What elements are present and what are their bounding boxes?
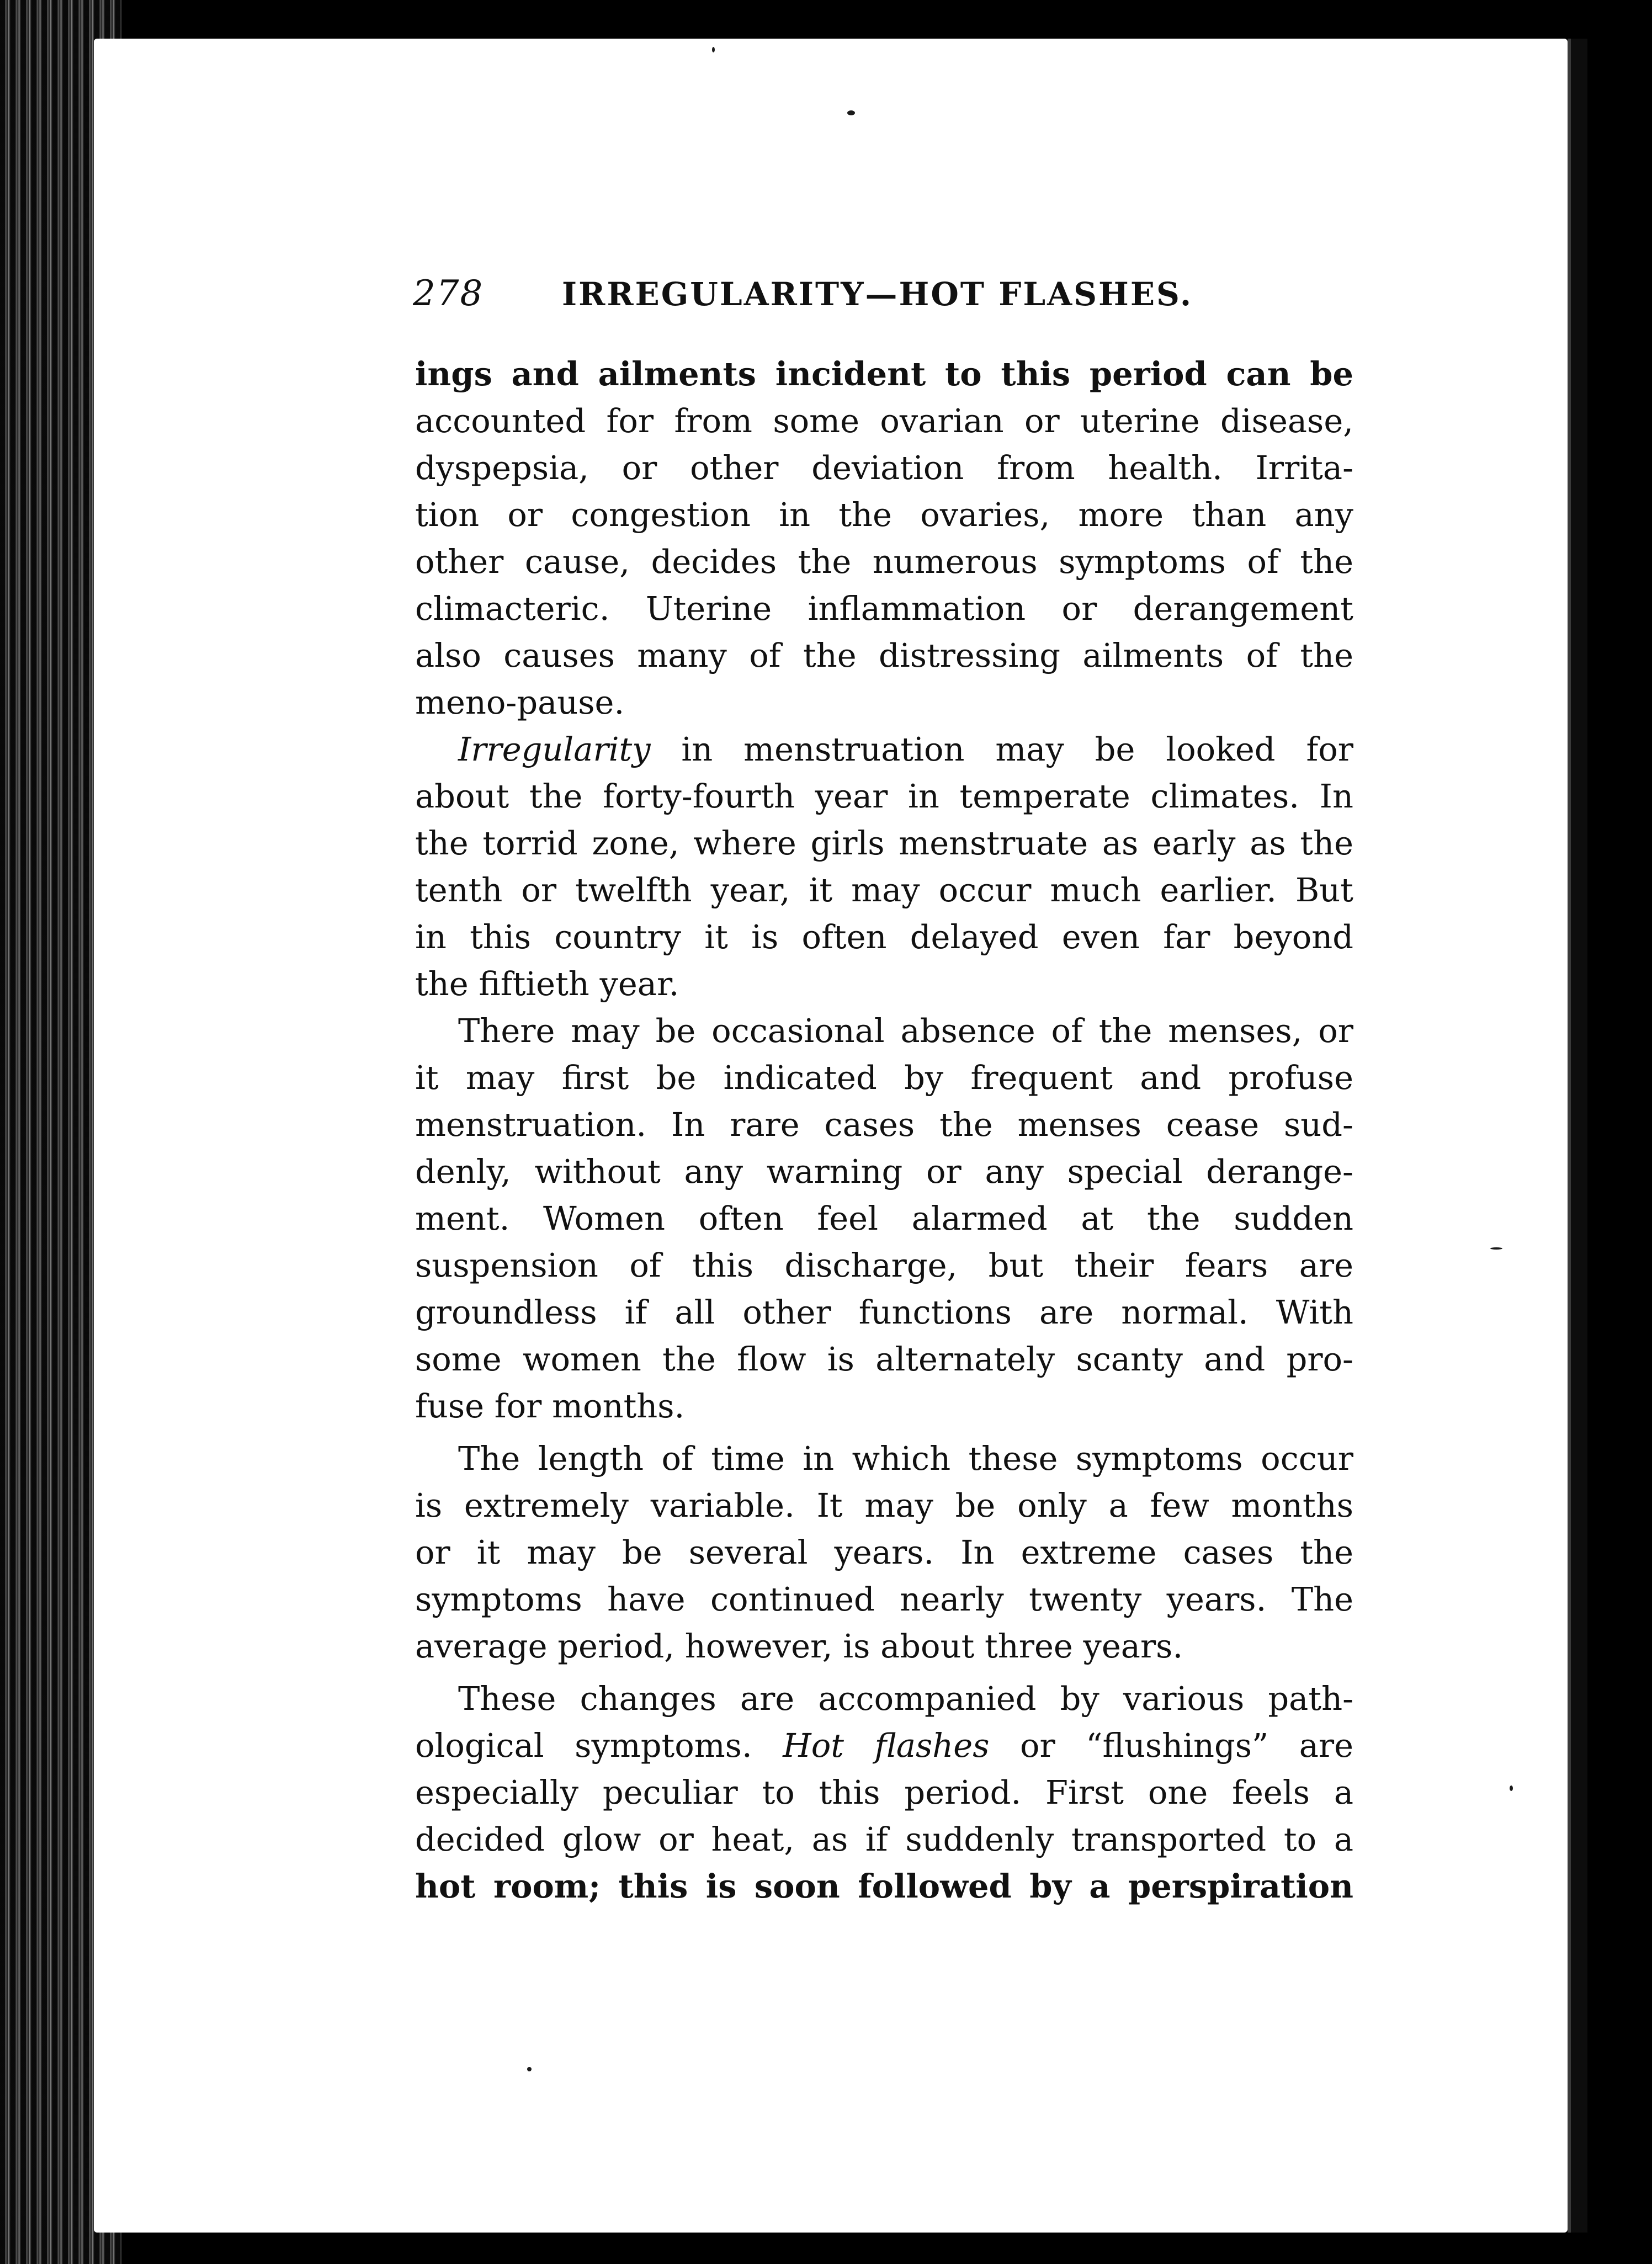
paragraph bbox=[415, 1007, 1353, 1429]
text-line: ment. Women often feel alarmed at the sudden bbox=[415, 1199, 1353, 1237]
paragraph-gap bbox=[415, 1429, 1353, 1435]
scan-speck bbox=[712, 47, 715, 52]
text-line: tion or congestion in the ovaries, more than any bbox=[415, 496, 1353, 534]
text-line: These changes are accompanied by various path- bbox=[458, 1680, 1353, 1718]
text-line: denly, without any warning or any special derange- bbox=[415, 1152, 1353, 1191]
text-line: fuse for months. bbox=[415, 1387, 685, 1425]
text-line: accounted for from some ovarian or uterine disease, bbox=[415, 402, 1353, 440]
text-line: about the forty-fourth year in temperate climates. In bbox=[415, 777, 1353, 815]
text-line: the fiftieth year. bbox=[415, 965, 679, 1003]
text-line: some women the flow is alternately scanty and pro- bbox=[415, 1340, 1353, 1378]
running-head: IRREGULARITY—HOT FLASHES. bbox=[562, 275, 1193, 313]
text-line: groundless if all other functions are normal. With bbox=[415, 1293, 1353, 1331]
text-line: ings and ailments incident to this period can be bbox=[415, 355, 1353, 393]
text-line: other cause, decides the numerous symptoms of the bbox=[415, 543, 1353, 581]
text-line: menstruation. In rare cases the menses cease sud- bbox=[415, 1106, 1353, 1144]
scan-speck bbox=[1510, 1785, 1513, 1791]
body-text bbox=[415, 350, 1353, 1910]
text-line: There may be occasional absence of the menses, or bbox=[458, 1012, 1353, 1050]
text-line: or it may be several years. In extreme cases the bbox=[415, 1533, 1353, 1571]
paragraph bbox=[415, 1675, 1353, 1910]
text-line: the torrid zone, where girls menstruate as early as the bbox=[415, 824, 1353, 862]
italic-term: Irregularity bbox=[458, 730, 651, 768]
text-line: The length of time in which these symptoms occur bbox=[458, 1439, 1353, 1478]
text-line: symptoms have continued nearly twenty years. The bbox=[415, 1580, 1353, 1618]
text-line: Irregularity in menstruation may be looked for bbox=[458, 730, 1353, 768]
text-line: dyspepsia, or other deviation from health. Irrita- bbox=[415, 449, 1353, 487]
text-line: is extremely variable. It may be only a few months bbox=[415, 1486, 1353, 1524]
text-line: hot room; this is soon followed by a perspiration bbox=[415, 1867, 1353, 1905]
text-line: suspension of this discharge, but their fears are bbox=[415, 1246, 1353, 1284]
text-line: especially peculiar to this period. First one feels a bbox=[415, 1773, 1353, 1811]
text-line: in this country it is often delayed even far beyond bbox=[415, 918, 1353, 956]
text-line: average period, however, is about three years. bbox=[415, 1627, 1183, 1665]
paragraph bbox=[415, 350, 1353, 726]
italic-term: Hot flashes bbox=[783, 1726, 990, 1765]
paragraph bbox=[415, 726, 1353, 1007]
text-line: it may first be indicated by frequent and profuse bbox=[415, 1059, 1353, 1097]
scan-speck bbox=[1490, 1247, 1502, 1250]
scan-speck bbox=[527, 2067, 532, 2071]
text-line: ological symptoms. Hot flashes or “flushings” are bbox=[415, 1726, 1354, 1765]
scan-speck bbox=[847, 110, 855, 115]
text-line: meno-pause. bbox=[415, 683, 625, 721]
text-line: tenth or twelfth year, it may occur much earlier. But bbox=[415, 871, 1353, 909]
text-line: also causes many of the distressing ailments of the bbox=[415, 636, 1353, 674]
paragraph bbox=[415, 1435, 1353, 1670]
page-right-edge bbox=[1568, 39, 1587, 2233]
text-line: decided glow or heat, as if suddenly transported to a bbox=[415, 1820, 1353, 1858]
text-line: climacteric. Uterine inflammation or derangement bbox=[415, 589, 1353, 628]
page-number: 278 bbox=[413, 273, 484, 314]
paragraph-gap bbox=[415, 1670, 1353, 1675]
page-header bbox=[413, 273, 1362, 323]
